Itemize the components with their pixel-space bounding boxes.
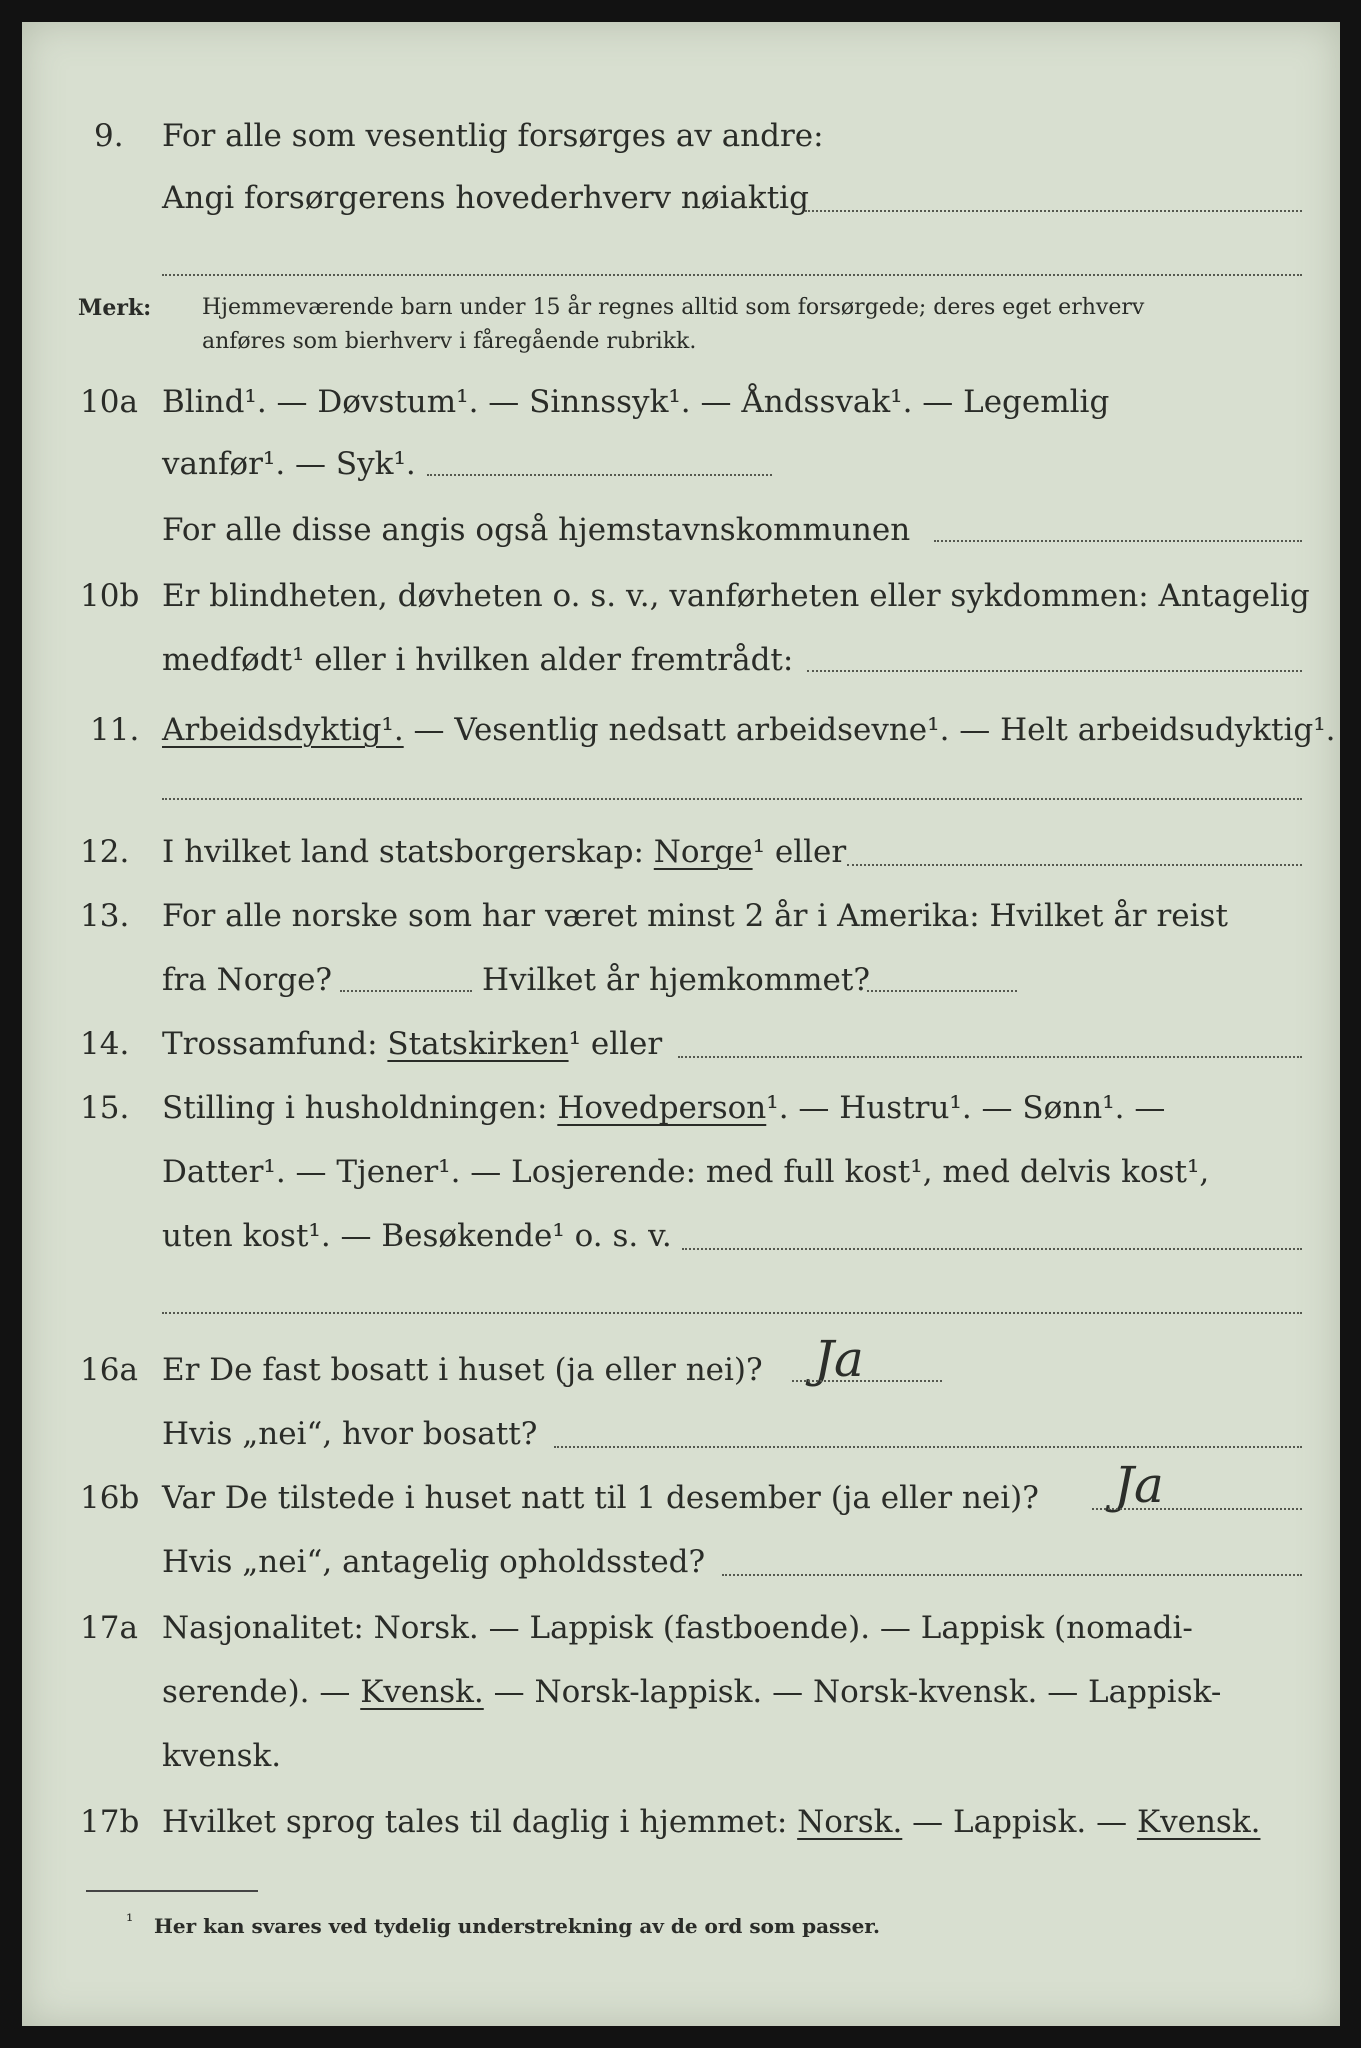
question-10a-line-2: vanfør¹. — Syk¹. [162,446,416,482]
question-15-other-options: ¹. — Hustru¹. — Sønn¹. — [766,1090,1166,1126]
question-16a-answer-line [792,1380,942,1382]
question-number-17a: 17a [80,1610,138,1646]
question-number-9: 9. [94,118,124,154]
question-17a-other-options: — Norsk-lappisk. — Norsk-kvensk. — Lappisk- [483,1674,1222,1710]
question-12-selected-option: Norge [653,834,753,870]
question-number-11: 11. [90,712,140,748]
question-9-line-2: Angi forsørgerens hovederhverv nøiaktig [162,180,809,216]
question-17a-prefix: serende). — [162,1674,361,1710]
question-10a-answer-line [427,474,772,476]
question-13-line-1: For alle norske som har været minst 2 år i Amerika: Hvilket år reist [162,898,1228,934]
question-11-selected-option: Arbeidsdyktig¹. [162,712,404,748]
question-11-line [162,712,1336,748]
question-13-year-returned: Hvilket år hjemkommet? [482,962,870,998]
question-17a-line-3: kvensk. [162,1738,282,1774]
question-12-suffix: ¹ eller [752,834,847,870]
question-15-line-2: Datter¹. — Tjener¹. — Losjerende: med full kost¹, med delvis kost¹, [162,1154,1210,1190]
question-10a-line-3: For alle disse angis også hjemstavnskommunen [162,512,911,548]
question-15-answer-line [682,1248,1302,1250]
question-10b-line-2: medfødt¹ eller i hvilken alder fremtrådt: [162,642,794,678]
question-16b-location-line [722,1574,1302,1576]
question-15-selected-option: Hovedperson [557,1090,767,1126]
question-10a-line-1: Blind¹. — Døvstum¹. — Sinnssyk¹. — Åndssvak¹. — Legemlig [162,384,1110,420]
question-16b-line-1: Var De tilstede i huset natt til 1 desember (ja eller nei)? [162,1480,1039,1516]
question-number-14: 14. [80,1026,130,1062]
question-number-16b: 16b [80,1480,140,1516]
footnote-text: Her kan svares ved tydelig understrekning av de ord som passer. [154,1914,880,1938]
note-label: Merk: [78,295,152,321]
question-16b-handwritten-answer: Ja [1114,1456,1164,1514]
question-15-answer-line-2 [162,1312,1302,1314]
question-10b-answer-line [807,670,1302,672]
question-14-label: Trossamfund: [162,1026,388,1062]
question-12-answer-line [847,864,1302,866]
question-13-year-left: fra Norge? [162,962,333,998]
note-line-2: anføres som bierhverv i fåregående rubrikk. [202,329,697,354]
question-number-13: 13. [80,898,130,934]
question-17b-selected-option-2: Kvensk. [1136,1804,1261,1840]
question-number-16a: 16a [80,1352,138,1388]
question-17b-middle: — Lappisk. — [902,1804,1137,1840]
question-14-suffix: ¹ eller [568,1026,663,1062]
question-15-label: Stilling i husholdningen: [162,1090,558,1126]
question-number-10a: 10a [80,384,138,420]
question-15-line-1 [162,1090,1165,1126]
question-17a-line-2 [162,1674,1221,1710]
question-16b-line-2: Hvis „nei“, antagelig opholdssted? [162,1544,706,1580]
question-13-left-answer-line [340,990,472,992]
question-17b-selected-option-1: Norsk. [797,1804,903,1840]
question-16a-line-1: Er De fast bosatt i huset (ja eller nei)? [162,1352,763,1388]
question-9-line-1: For alle som vesentlig forsørges av andre: [162,118,824,154]
question-17a-line-1: Nasjonalitet: Norsk. — Lappisk (fastboende). — Lappisk (nomadi- [162,1610,1193,1646]
question-number-12: 12. [80,834,130,870]
footnote-mark: ¹ [126,1911,134,1932]
census-form-page [22,22,1340,2026]
question-11-answer-line [162,798,1302,800]
question-number-17b: 17b [80,1804,140,1840]
question-14-selected-option: Statskirken [387,1026,569,1062]
question-9-answer-line [805,210,1302,212]
question-10b-line-1: Er blindheten, døvheten o. s. v., vanførheten eller sykdommen: Antagelig [162,578,1310,614]
question-9-answer-line-2 [162,274,1302,276]
question-number-10b: 10b [80,578,140,614]
question-17b-label: Hvilket sprog tales til daglig i hjemmet: [162,1804,798,1840]
question-12-label: I hvilket land statsborgerskap: [162,834,654,870]
question-14-answer-line [678,1056,1302,1058]
question-16a-residence-line [554,1446,1302,1448]
question-17a-selected-option: Kvensk. [360,1674,484,1710]
question-15-line-3: uten kost¹. — Besøkende¹ o. s. v. [162,1218,672,1254]
question-13-returned-answer-line [867,990,1017,992]
question-12-line [162,834,846,870]
question-14-line [162,1026,662,1062]
question-17b-line [162,1804,1260,1840]
question-16a-handwritten-answer: Ja [814,1330,864,1388]
question-16b-answer-line [1092,1508,1302,1510]
question-number-15: 15. [80,1090,130,1126]
footnote-rule [86,1890,258,1892]
question-16a-line-2: Hvis „nei“, hvor bosatt? [162,1416,538,1452]
question-11-other-options: — Vesentlig nedsatt arbeidsevne¹. — Helt arbeidsudyktig¹. [403,712,1336,748]
note-line-1: Hjemmeværende barn under 15 år regnes alltid som forsørgede; deres eget erhverv [202,295,1145,320]
question-10a-hometown-line [934,540,1302,542]
